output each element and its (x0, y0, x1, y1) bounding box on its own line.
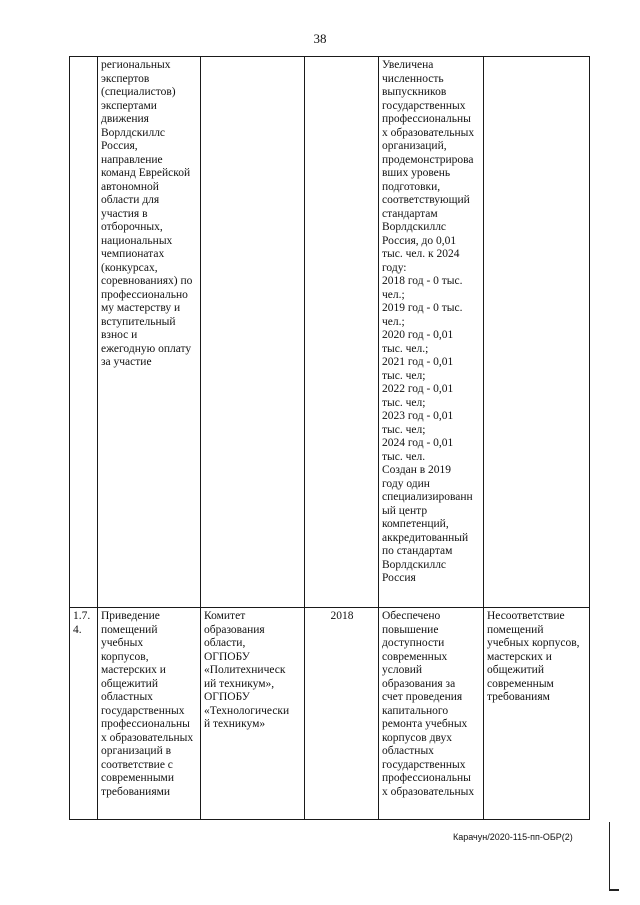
cell-responsible (201, 57, 305, 608)
cell-event: региональных экспертов (специалистов) экспертами движения Ворлдскиллс Россия, направление команд Еврейской автономной области для участия в отборочных, национальных чемпионатах (конкурсах, соревнованиях) по профессионально му мастерству и вступительный взнос и ежегодную оплату за участие (98, 57, 201, 608)
document-stamp: Карачун/2020-115-пп-ОБР(2) (453, 832, 573, 842)
cell-year: 2018 (305, 608, 379, 820)
cell-result: Обеспечено повышение доступности современных условий образования за счет проведения капитального ремонта учебных корпусов двух областных государственных профессиональны х образовательных (379, 608, 484, 820)
cell-consequence (484, 57, 590, 608)
cell-number (70, 57, 98, 608)
cell-number: 1.7. 4. (70, 608, 98, 820)
page-number: 38 (313, 31, 327, 46)
cell-consequence: Несоответствие помещений учебных корпусов, мастерских и общежитий современным требованиям (484, 608, 590, 820)
cell-responsible: Комитет образования области, ОГПОБУ «Политехническ ий техникум», ОГПОБУ «Технологически й техникум» (201, 608, 305, 820)
cell-event: Приведение помещений учебных корпусов, мастерских и общежитий областных государственных профессиональны х образовательных организаций в соответствие с современными требованиями (98, 608, 201, 820)
table-row (70, 57, 590, 608)
scan-margin-tick (609, 889, 619, 891)
scan-margin-line (609, 822, 610, 890)
table-row (70, 608, 590, 820)
cell-year (305, 57, 379, 608)
cell-result: Увеличена численность выпускников государственных профессиональны х образовательных организаций, продемонстрирова вших уровень подготовки, соответствующий стандартам Ворлдскиллс Россия, до 0,01 тыс. чел. к 2024 году: 2018 год - 0 тыс. чел.; 2019 год - 0 тыс. чел.; 2020 год - 0,01 тыс. чел.; 2021 год - 0,01 тыс. чел; 2022 год - 0,01 тыс. чел; 2023 год - 0,01 тыс. чел; 2024 год - 0,01 тыс. чел. Создан в 2019 году один специализированн ый центр компетенций, аккредитованный по стандартам Ворлдскиллс Россия (379, 57, 484, 608)
measures-table (69, 56, 590, 820)
